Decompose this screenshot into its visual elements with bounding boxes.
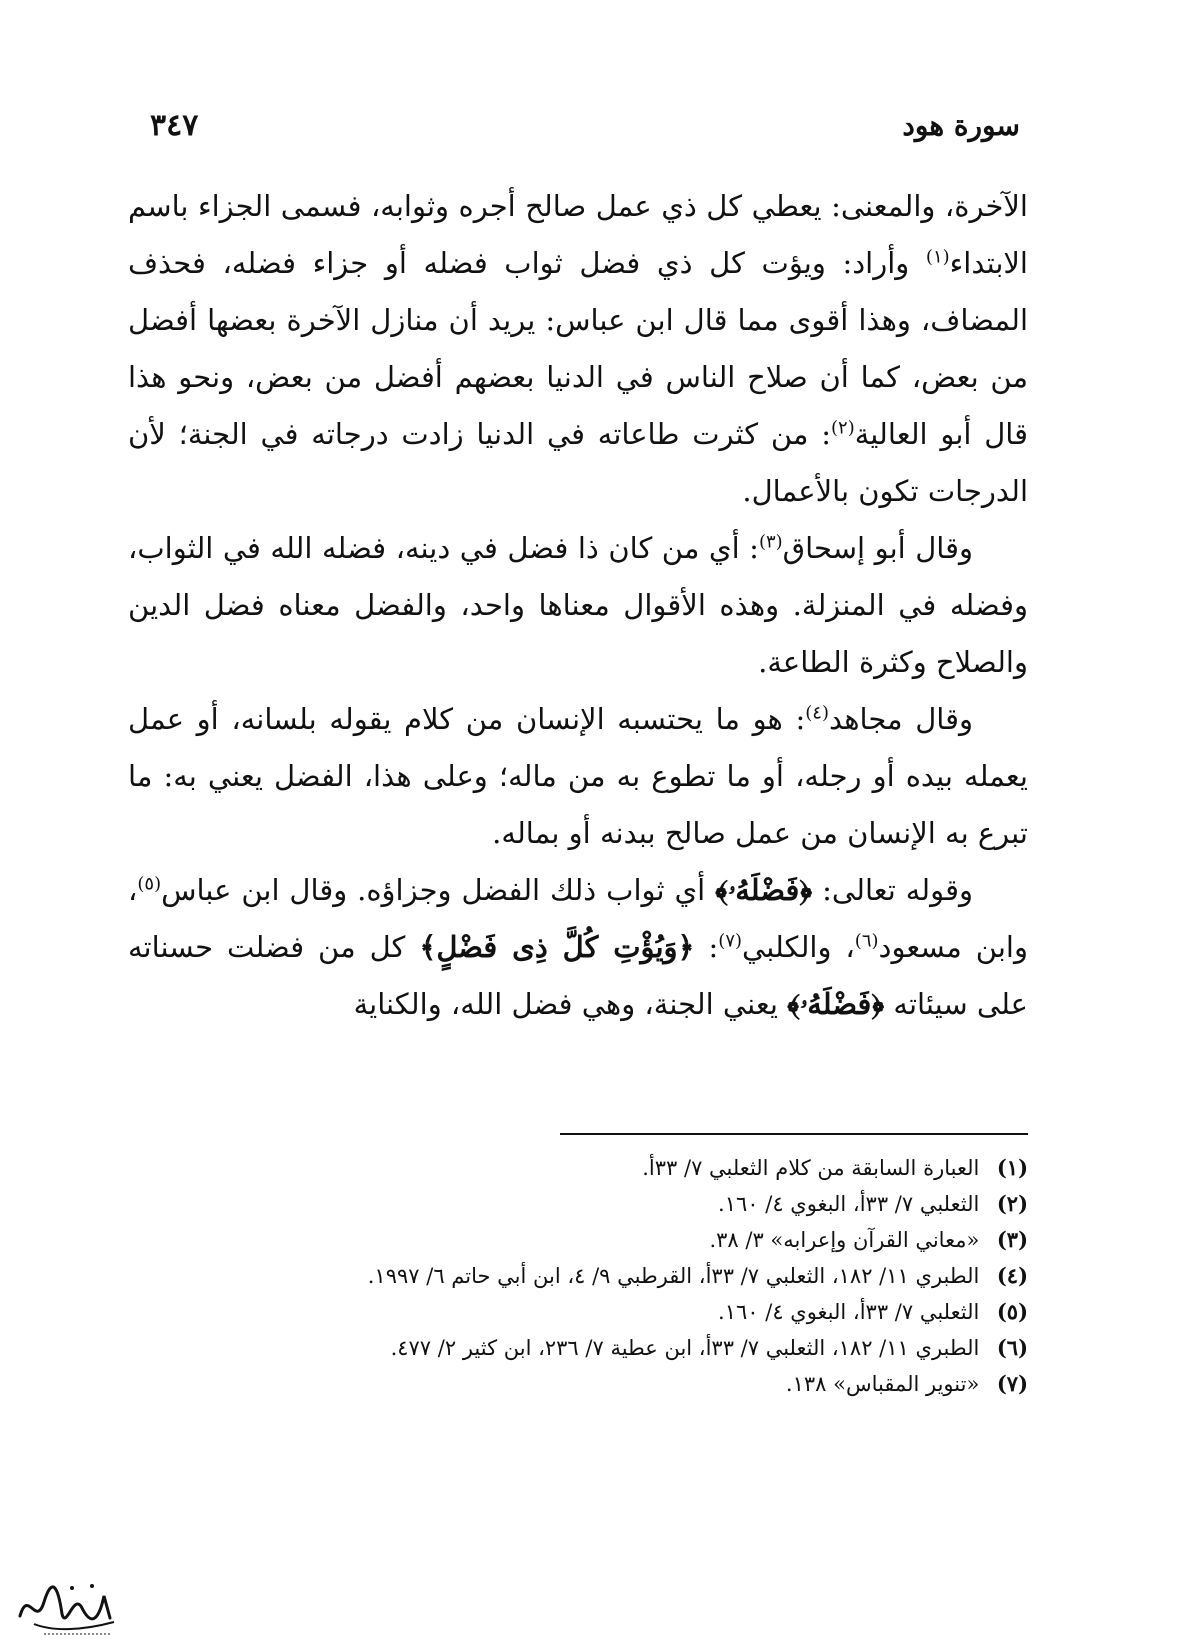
text-run: وقال أبو إسحاق <box>782 531 973 565</box>
surah-title: سورة هود <box>902 108 1020 142</box>
footnotes <box>128 1150 1028 1402</box>
text-run: أي ثواب ذلك الفضل وجزاؤه. وقال ابن عباس <box>161 873 716 907</box>
footnote-text: «معاني القرآن وإعرابه» ٣/ ٣٨. <box>709 1228 986 1252</box>
footnote-ref: (٤) <box>805 702 829 724</box>
footnote-text: الطبري ١١/ ١٨٢، الثعلبي ٧/ ٣٣أ، القرطبي ٩/ ٤، ابن أبي حاتم ٦/ ١٩٩٧. <box>367 1264 986 1288</box>
text-run: وقال مجاهد <box>828 702 973 736</box>
footnote <box>128 1186 1028 1222</box>
footnote <box>128 1150 1028 1186</box>
footnote-ref: (٣) <box>758 531 783 553</box>
paragraph <box>128 520 1028 691</box>
footnote-ref: (٦) <box>854 930 879 952</box>
footnote <box>128 1258 1028 1294</box>
footnote-ref: (٥) <box>137 873 162 895</box>
text-run: : <box>694 930 719 964</box>
footnote-ref: (٢) <box>831 417 855 439</box>
footnote-text: «تنوير المقباس» ١٣٨. <box>785 1372 986 1396</box>
footnote <box>128 1330 1028 1366</box>
footnote <box>128 1222 1028 1258</box>
paragraph <box>128 178 1028 520</box>
text-run: : هو ما يحتسبه الإنسان من كلام يقوله بلسانه، أو عمل يعمله بيده أو رجله، أو ما تطوع به من ماله؛ وعلى هذا، الفضل يعني به: ما تبرع به الإنسان من عمل صالح ببدنه أو بماله. <box>128 702 1028 850</box>
quran-quote: ﴿فَضْلَهُۥ﴾ <box>715 873 813 907</box>
paragraph <box>128 862 1028 1033</box>
text-run: الآخرة، والمعنى: يعطي كل ذي عمل صالح أجره وثوابه، فسمى الجزاء باسم الابتداء <box>128 189 1028 280</box>
footnote-number: (٤) <box>996 1263 1028 1288</box>
footnote-separator <box>560 1133 1028 1135</box>
footnote <box>128 1294 1028 1330</box>
footnote-number: (١) <box>996 1155 1028 1180</box>
text-run: وقوله تعالى: <box>812 873 973 907</box>
library-calligraphy-stamp-icon <box>14 1578 124 1638</box>
page-header <box>150 100 1020 150</box>
quran-quote: ﴿وَيُؤْتِ كُلَّ ذِى فَضْلٍ﴾ <box>419 930 695 964</box>
page-number: ٣٤٧ <box>150 107 199 143</box>
footnote-text: العبارة السابقة من كلام الثعلبي ٧/ ٣٣أ. <box>642 1156 986 1180</box>
main-text <box>128 178 1028 1033</box>
text-run: وأراد: ويؤت كل ذي فضل ثواب فضله أو جزاء فضله، فحذف المضاف، وهذا أقوى مما قال ابن عباس: يريد أن منازل الآخرة بعضها أفضل من بعض، كما أن صلاح الناس في الدنيا بعضهم أفضل من بعض، ونحو هذا قال أبو العالية <box>128 246 1029 451</box>
text-run: : أي من كان ذا فضل في دينه، فضله الله في الثواب، وفضله في المنزلة. وهذه الأقوال معناها واحد، والفضل معناه فضل الدين والصلاح وكثرة الطاعة. <box>128 531 1028 679</box>
footnote <box>128 1366 1028 1402</box>
text-run: يعني الجنة، وهي فضل الله، والكناية <box>353 987 788 1021</box>
footnote-number: (٣) <box>996 1227 1028 1252</box>
text-run: ، والكلبي <box>742 930 855 964</box>
footnote-ref: (١) <box>925 246 950 268</box>
text-run: كل من فضلت حسناته على سيئاته <box>128 930 1028 1021</box>
paragraph <box>128 691 1028 862</box>
footnote-number: (٥) <box>996 1299 1028 1324</box>
footnote-text: الثعلبي ٧/ ٣٣أ، البغوي ٤/ ١٦٠. <box>718 1192 986 1216</box>
footnote-number: (٦) <box>996 1335 1028 1360</box>
text-run: : من كثرت طاعاته في الدنيا زادت درجاته في الجنة؛ لأن الدرجات تكون بالأعمال. <box>128 417 1028 508</box>
footnote-text: الثعلبي ٧/ ٣٣أ، البغوي ٤/ ١٦٠. <box>718 1300 986 1324</box>
text-run: ، وابن مسعود <box>128 873 1028 964</box>
footnote-text: الطبري ١١/ ١٨٢، الثعلبي ٧/ ٣٣أ، ابن عطية ٧/ ٢٣٦، ابن كثير ٢/ ٤٧٧. <box>390 1336 986 1360</box>
footnote-number: (٧) <box>996 1371 1028 1396</box>
footnote-ref: (٧) <box>718 930 743 952</box>
quran-quote: ﴿فَضْلَهُۥ﴾ <box>787 987 885 1021</box>
footnote-number: (٢) <box>996 1191 1028 1216</box>
